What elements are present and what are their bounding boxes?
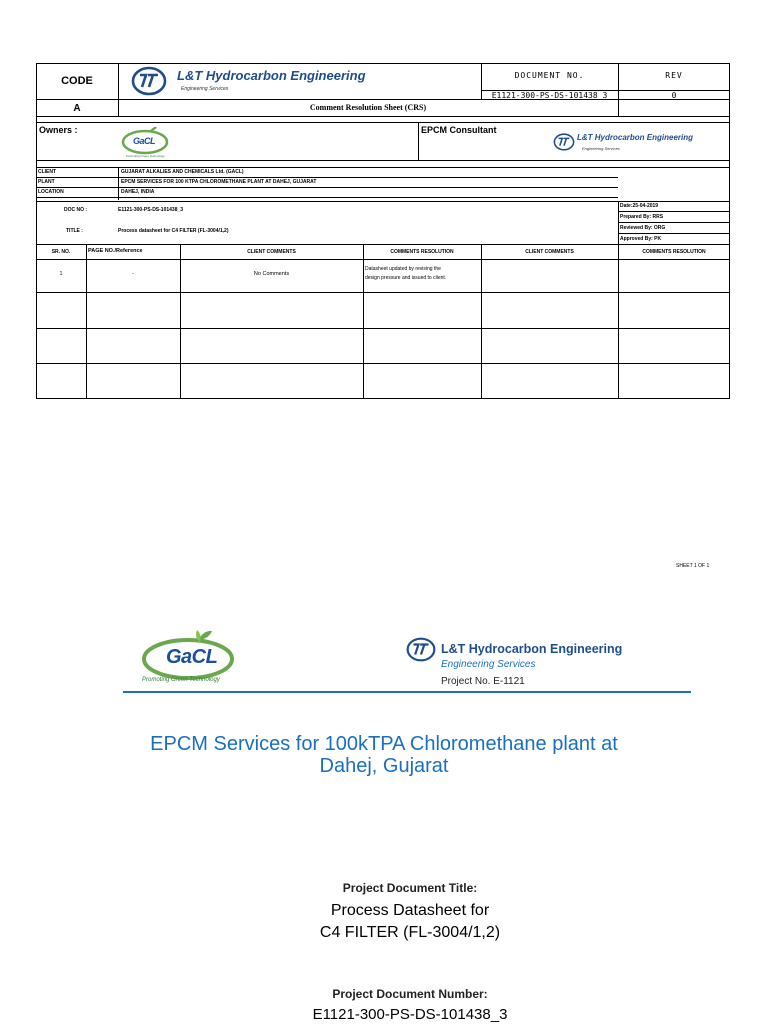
plant-value: EPCM SERVICES FOR 100 KTPA CHLOROMETHANE PLANT AT DAHEJ, GUJARAT xyxy=(121,179,317,185)
comment-resolution-sheet xyxy=(36,63,730,399)
gacl-logo: GaCL Promoting Green Technology xyxy=(120,125,170,159)
col-client-comments-2: CLIENT COMMENTS xyxy=(525,249,574,255)
sheet-number: SHEET 1 OF 1 xyxy=(676,563,710,569)
title-row-label: TITLE : xyxy=(66,228,83,234)
row-client-comments: No Comments xyxy=(253,271,290,277)
doc-title-line1: Process Datasheet for xyxy=(330,902,490,919)
lt-logo-icon-small xyxy=(553,133,575,156)
epcm-label: EPCM Consultant xyxy=(421,125,497,135)
cover-gacl-logo: GaCL Promoting Green Technology xyxy=(140,630,240,688)
code-label: CODE xyxy=(61,75,93,87)
col-comments-resolution: COMMENTS RESOLUTION xyxy=(390,249,454,255)
code-value: A xyxy=(73,103,81,114)
doc-title-line2: C4 FILTER (FL-3004/1,2) xyxy=(319,924,501,941)
doc-number-value: E1121-300-PS-DS-101438_3 xyxy=(312,1006,508,1023)
row-resolution-line2: design pressure and issued to client. xyxy=(365,275,447,281)
epcm-company-subtitle: Engineering Services xyxy=(582,146,620,151)
rev-label: REV xyxy=(665,71,683,80)
title-row-value: Process datasheet for C4 FILTER (FL-3004/1,2) xyxy=(118,228,229,234)
lt-logo-icon xyxy=(131,66,167,101)
col-sr-no: SR. NO. xyxy=(51,249,71,255)
doc-number-label: Project Document Number: xyxy=(332,987,488,1001)
cover-title-line1: EPCM Services for 100kTPA Chloromethane plant at xyxy=(150,733,618,755)
doc-no-row-value: E1121-300-PS-DS-101438_3 xyxy=(118,207,184,213)
row-sr-no: 1 xyxy=(59,271,63,277)
col-page-ref: PAGE NO./Reference xyxy=(88,248,143,254)
prepared-by: Prepared By: RRS xyxy=(620,214,664,220)
row-resolution-line1: Datasheet updated by revising the xyxy=(365,266,441,272)
cover-divider xyxy=(123,691,691,693)
doc-no-row-label: DOC NO : xyxy=(64,207,88,213)
row-page-ref: - xyxy=(132,271,134,277)
epcm-company-name: L&T Hydrocarbon Engineering xyxy=(577,133,694,142)
owners-label: Owners : xyxy=(39,125,78,135)
location-label: LOCATION xyxy=(38,189,64,195)
rev-value: 0 xyxy=(671,91,677,100)
approved-by: Approved By: PK xyxy=(620,236,662,242)
cover-project-no: Project No. E-1121 xyxy=(441,676,525,687)
reviewed-by: Reviewed By: ORG xyxy=(620,225,666,231)
company-name: L&T Hydrocarbon Engineering xyxy=(177,68,366,83)
col-comments-resolution-2: COMMENTS RESOLUTION xyxy=(642,249,706,255)
date-value: Date:25-04-2019 xyxy=(620,203,659,209)
doc-title-label: Project Document Title: xyxy=(342,881,478,895)
col-client-comments: CLIENT COMMENTS xyxy=(247,249,296,255)
sheet-title: Comment Resolution Sheet (CRS) xyxy=(309,103,427,112)
cover-title-line2: Dahej, Gujarat xyxy=(319,755,449,777)
doc-no-label: DOCUMENT NO. xyxy=(514,71,585,80)
cover-company-subtitle: Engineering Services xyxy=(441,659,536,670)
location-value: DAHEJ, INDIA xyxy=(121,189,155,195)
client-label: CLIENT xyxy=(38,169,57,175)
doc-no-value: E1121-300-PS-DS-101438_3 xyxy=(491,91,608,100)
cover-company-name: L&T Hydrocarbon Engineering xyxy=(441,642,623,656)
plant-label: PLANT xyxy=(38,179,55,185)
cover-lt-logo-icon xyxy=(406,637,436,667)
client-value: GUJARAT ALKALIES AND CHEMICALS Ltd. (GACL) xyxy=(121,169,244,175)
company-subtitle: Engineering Services xyxy=(181,86,229,92)
